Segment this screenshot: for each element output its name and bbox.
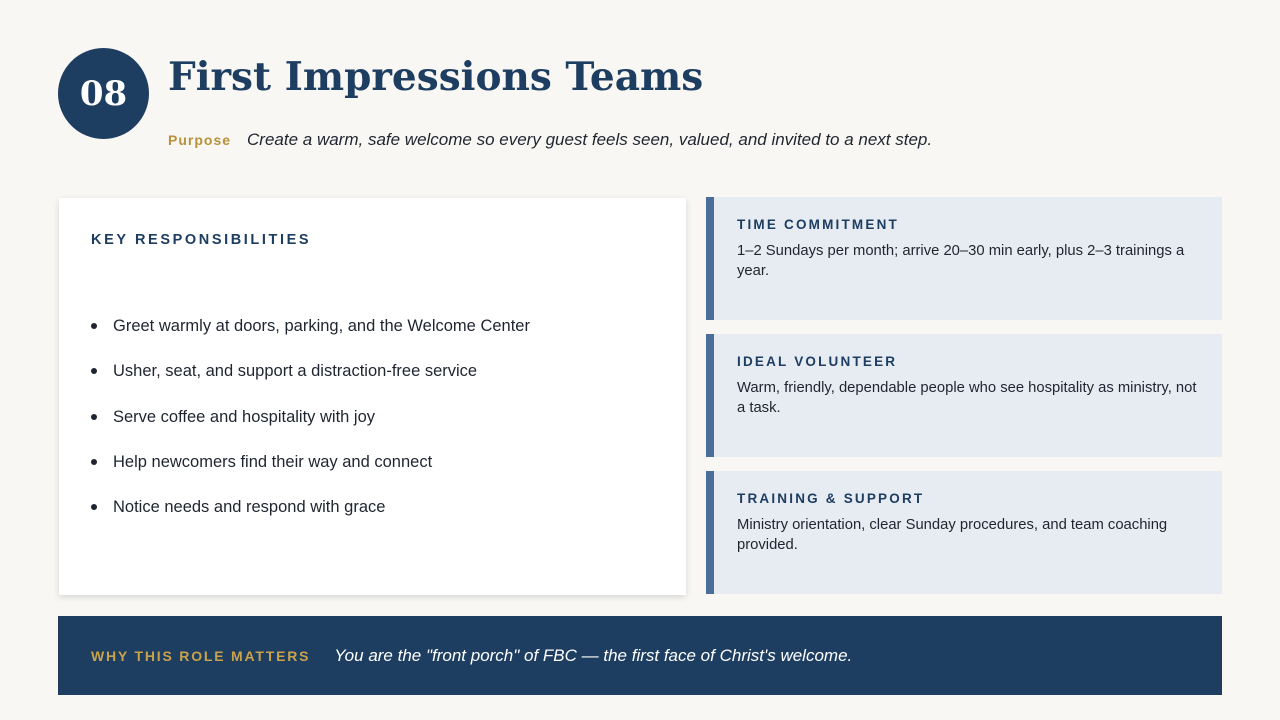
responsibilities-list [91,314,530,540]
bullet-icon [91,414,97,420]
bullet-icon [91,504,97,510]
list-item-text: Usher, seat, and support a distraction-free service [113,362,478,381]
list-item [91,450,530,495]
purpose-row [168,130,932,150]
bullet-icon [91,368,97,374]
list-item-text: Help newcomers find their way and connect [113,452,433,471]
page-title: First Impressions Teams [168,54,704,100]
list-item [91,359,530,404]
training-support-text: Ministry orientation, clear Sunday procedures, and team coaching provided. [737,517,1168,553]
section-number-badge: 08 [58,48,149,139]
list-item-text: Serve coffee and hospitality with joy [113,407,376,426]
purpose-text: Create a warm, safe welcome so every guest feels seen, valued, and invited to a next step. [247,130,933,149]
list-item-text: Greet warmly at doors, parking, and the Welcome Center [113,317,530,335]
responsibilities-heading: KEY RESPONSIBILITIES [91,232,312,248]
list-item [91,405,530,450]
training-support-label: TRAINING & SUPPORT [737,491,925,506]
ideal-volunteer-box [706,334,1222,457]
time-commitment-box [706,197,1222,320]
why-role-matters-text: You are the "front porch" of FBC — the first face of Christ's welcome. [334,645,853,665]
list-item-text: Notice needs and respond with grace [113,498,386,517]
time-commitment-text: 1–2 Sundays per month; arrive 20–30 min early, plus 2–3 trainings a year. [737,243,1185,279]
bullet-icon [91,459,97,465]
responsibilities-card [59,198,686,595]
why-role-matters-label: WHY THIS ROLE MATTERS [91,647,311,664]
bullet-icon [91,323,97,329]
ideal-volunteer-text: Warm, friendly, dependable people who see hospitality as ministry, not a task. [737,380,1197,416]
training-support-box [706,471,1222,594]
ideal-volunteer-label: IDEAL VOLUNTEER [737,354,898,369]
list-item [91,495,530,540]
time-commitment-label: TIME COMMITMENT [737,217,899,232]
why-role-matters-bar [58,616,1222,695]
list-item [91,314,530,359]
purpose-label: Purpose [168,132,232,148]
